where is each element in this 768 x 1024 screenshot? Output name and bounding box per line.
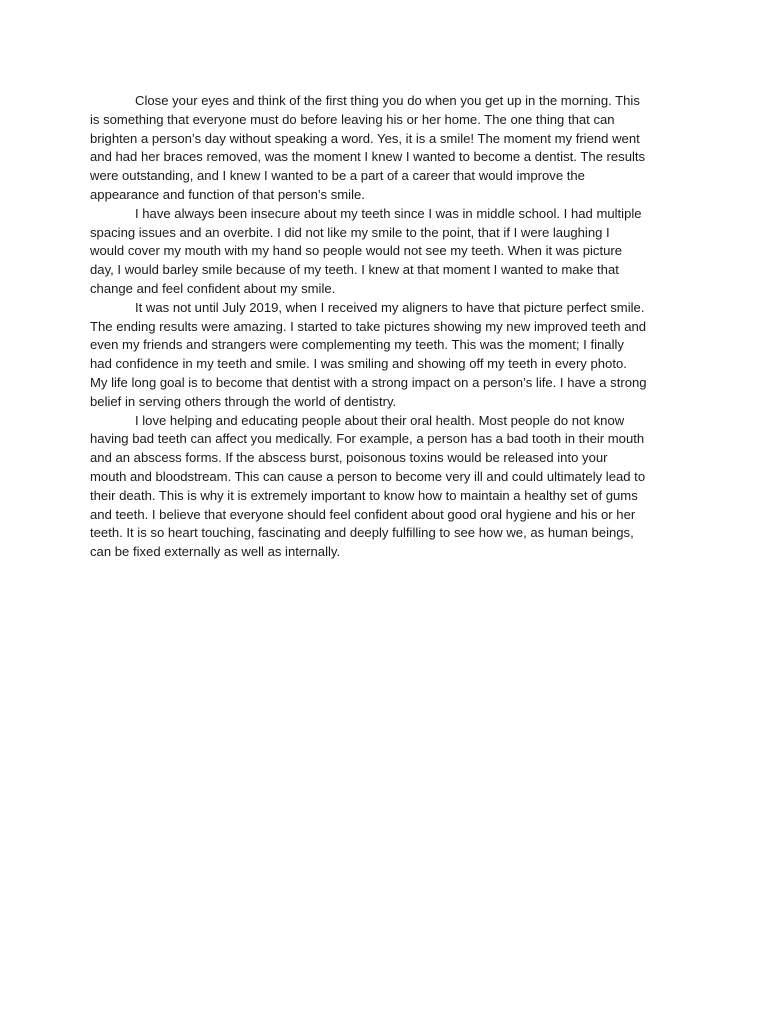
paragraph-line: mouth and bloodstream. This can cause a person to become very ill and could ultimately lead to <box>90 468 646 484</box>
paragraph-line: having bad teeth can affect you medically. For example, a person has a bad tooth in their mouth <box>90 431 645 447</box>
paragraph-line: is something that everyone must do before leaving his or her home. The one thing that can <box>90 111 615 127</box>
paragraph-line: and an abscess forms. If the abscess burst, poisonous toxins would be released into your <box>90 450 608 466</box>
paragraph-line: The ending results were amazing. I started to take pictures showing my new improved teeth and <box>90 318 647 334</box>
paragraph-line: their death. This is why it is extremely important to know how to maintain a healthy set of gums <box>90 487 638 503</box>
paragraph-line: day, I would barley smile because of my teeth. I knew at that moment I wanted to make that <box>90 262 619 278</box>
paragraph-line: spacing issues and an overbite. I did not like my smile to the point, that if I were laughing I <box>90 224 610 240</box>
paragraph-line: Close your eyes and think of the first thing you do when you get up in the morning. This <box>135 93 640 108</box>
paragraph-line: I have always been insecure about my teeth since I was in middle school. I had multiple <box>135 205 642 221</box>
paragraph-line: and teeth. I believe that everyone should feel confident about good oral hygiene and his or her <box>90 506 636 522</box>
paragraph-line: brighten a person’s day without speaking a word. Yes, it is a smile! The moment my friend went <box>90 130 640 146</box>
paragraph-1 <box>90 92 680 205</box>
paragraph-line: belief in serving others through the world of dentistry. <box>90 393 397 409</box>
paragraph-line: I love helping and educating people about their oral health. Most people do not know <box>135 412 625 428</box>
paragraph-line: My life long goal is to become that dentist with a strong impact on a person’s life. I have a strong <box>90 374 647 390</box>
paragraph-line: It was not until July 2019, when I received my aligners to have that picture perfect smile. <box>135 299 645 315</box>
paragraph-2 <box>90 205 680 299</box>
paragraph-3 <box>90 299 680 412</box>
paragraph-line: teeth. It is so heart touching, fascinating and deeply fulfilling to see how we, as human beings, <box>90 525 634 541</box>
paragraph-line: were outstanding, and I knew I wanted to be a part of a career that would improve the <box>90 168 585 184</box>
paragraph-line: even my friends and strangers were complementing my teeth. This was the moment; I finally <box>90 337 624 353</box>
paragraph-line: appearance and function of that person’s smile. <box>90 186 365 202</box>
paragraph-line: change and feel confident about my smile. <box>90 280 336 296</box>
paragraph-line: can be fixed externally as well as internally. <box>90 544 341 560</box>
paragraph-line: and had her braces removed, was the moment I knew I wanted to become a dentist. The results <box>90 149 646 165</box>
essay-body <box>90 92 680 562</box>
paragraph-line: had confidence in my teeth and smile. I was smiling and showing off my teeth in every photo. <box>90 356 627 372</box>
paragraph-4 <box>90 412 680 562</box>
paragraph-line: would cover my mouth with my hand so people would not see my teeth. When it was picture <box>90 243 623 259</box>
